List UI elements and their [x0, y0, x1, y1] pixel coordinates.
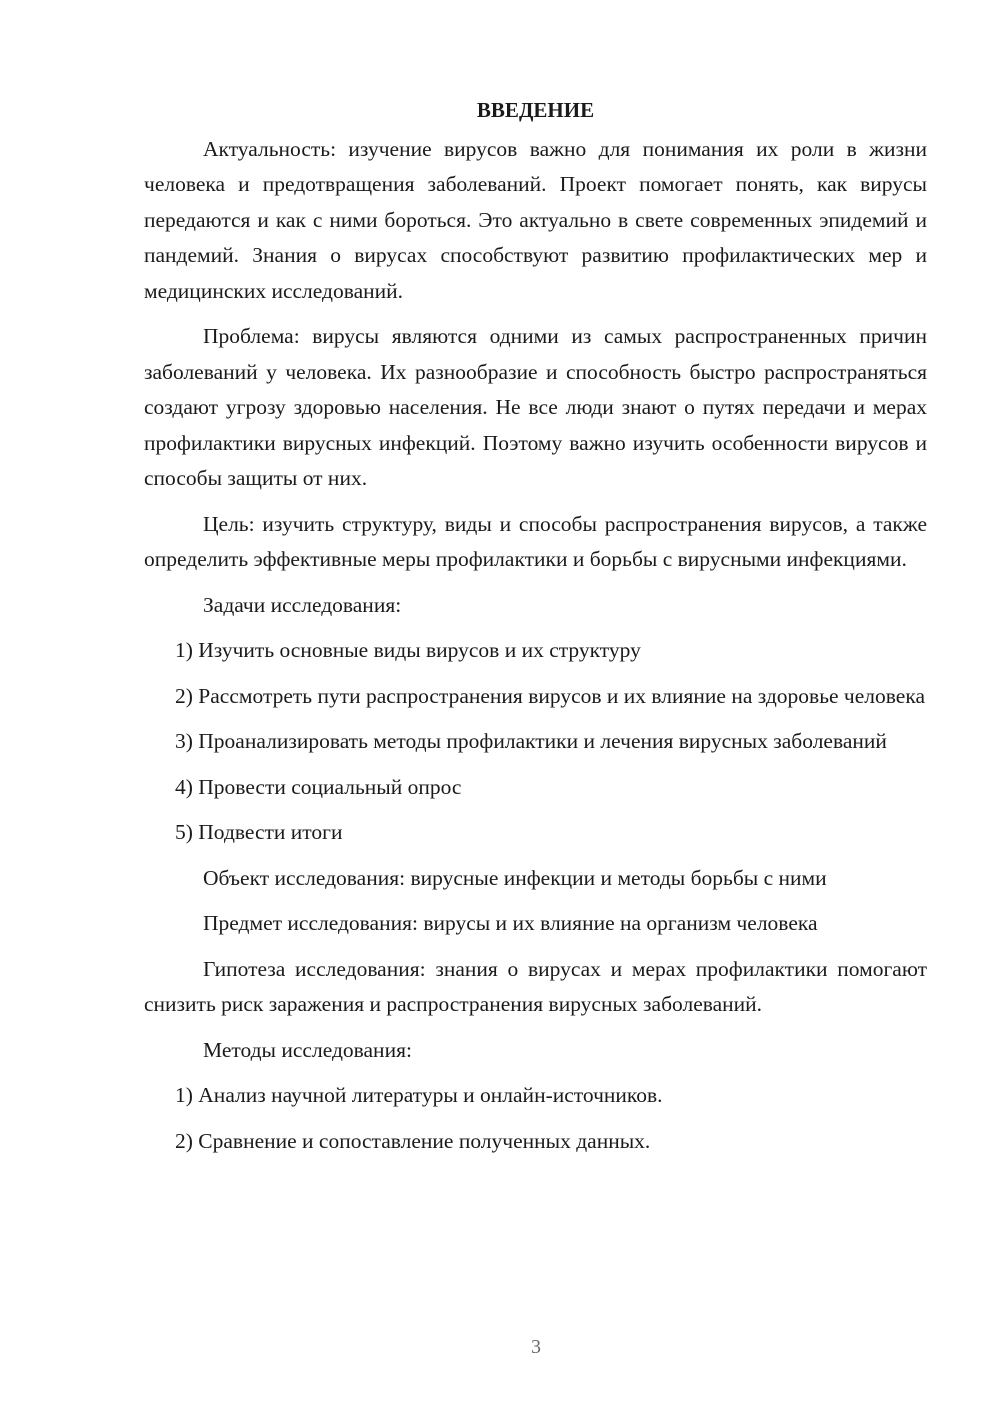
problem-paragraph: Проблема: вирусы являются одними из самых распространенных причин заболеваний у человека. Их разнообразие и способность быстро распространяться создают угрозу здоровью населения. Не все люди знают о путях передачи и мерах профилактики вирусных инфекций. Поэтому важно изучить особенности вирусов и способы защиты от них.	[144, 324, 927, 490]
task-item-3: 3) Проанализировать методы профилактики и лечения вирусных заболеваний	[175, 729, 887, 753]
relevance-paragraph: Актуальность: изучение вирусов важно для понимания их роли в жизни человека и предотвращения заболеваний. Проект помогает понять, как вирусы передаются и как с ними бороться. Это актуально в свете современных эпидемий и пандемий. Знания о вирусах способствуют развитию профилактических мер и медицинских исследований.	[144, 136, 927, 303]
method-item-1: 1) Анализ научной литературы и онлайн-источников.	[175, 1083, 663, 1107]
page-number: 3	[531, 1336, 541, 1358]
task-item-5: 5) Подвести итоги	[175, 820, 343, 844]
hypothesis-paragraph: Гипотеза исследования: знания о вирусах и мерах профилактики помогают снизить риск заражения и распространения вирусных заболеваний.	[144, 956, 927, 1016]
subject-paragraph: Предмет исследования: вирусы и их влияние на организм человека	[203, 911, 818, 935]
methods-heading: Методы исследования:	[203, 1037, 412, 1062]
page-title: ВВЕДЕНИЕ	[476, 98, 595, 122]
object-paragraph: Объект исследования: вирусные инфекции и методы борьбы с ними	[203, 865, 827, 890]
goal-paragraph: Цель: изучить структуру, виды и способы распространения вирусов, а также определить эффективные меры профилактики и борьбы с вирусными инфекциями.	[144, 511, 927, 571]
task-item-2: 2) Рассмотреть пути распространения вирусов и их влияние на здоровье человека	[175, 683, 925, 708]
method-item-2: 2) Сравнение и сопоставление полученных данных.	[175, 1128, 651, 1153]
tasks-heading: Задачи исследования:	[203, 592, 402, 617]
task-item-4: 4) Провести социальный опрос	[175, 774, 462, 799]
page-content	[144, 93, 927, 1168]
task-item-1: 1) Изучить основные виды вирусов и их структуру	[175, 638, 641, 662]
